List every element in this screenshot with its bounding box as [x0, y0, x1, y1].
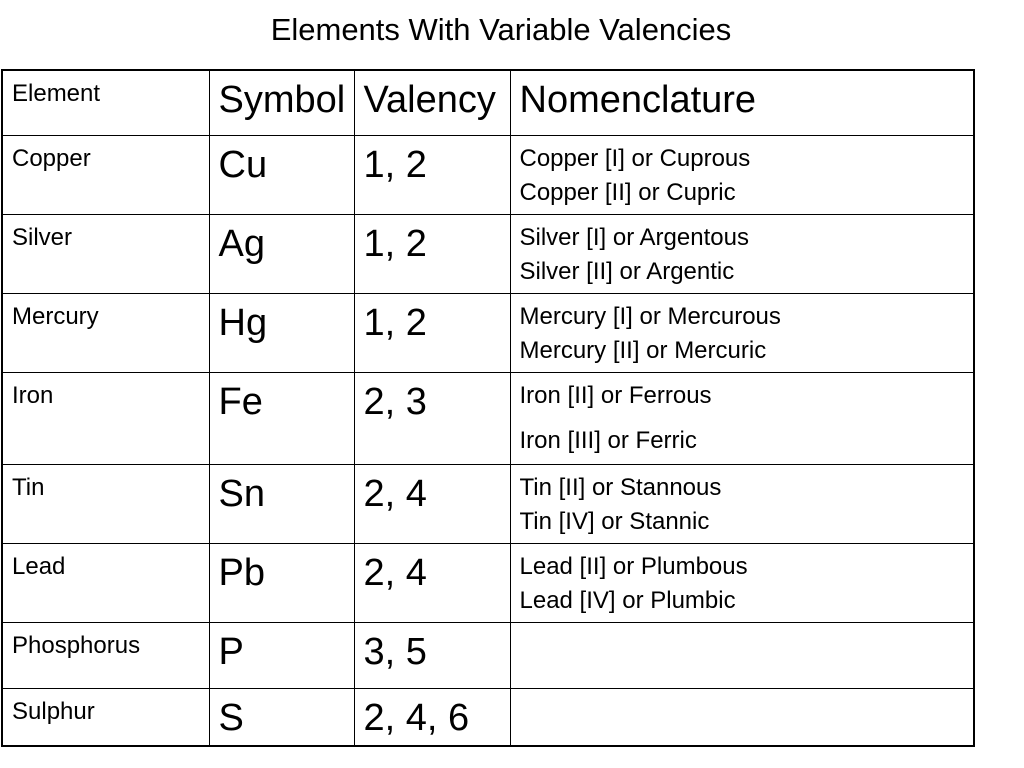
- header-cell-nomenclature: [510, 70, 974, 135]
- nomenclature-cell: [510, 464, 974, 543]
- nomenclature-line: Lead [IV] or Plumbic: [519, 586, 736, 614]
- header-cell-element: [2, 70, 209, 135]
- element-valency: 1, 2: [363, 143, 427, 186]
- element-cell: [2, 135, 209, 214]
- nomenclature-line: Mercury [II] or Mercuric: [519, 336, 767, 364]
- symbol-cell: [209, 372, 354, 464]
- element-symbol: Fe: [218, 380, 263, 423]
- element-name: Sulphur: [12, 697, 95, 725]
- nomenclature-cell: [510, 543, 974, 622]
- nomenclature-line: Lead [II] or Plumbous: [519, 552, 748, 580]
- nomenclature-line: Silver [II] or Argentic: [519, 257, 735, 285]
- table-row: [2, 688, 974, 746]
- element-symbol: Sn: [218, 472, 265, 515]
- element-name: Copper: [12, 144, 91, 172]
- table-row: [2, 543, 974, 622]
- element-name: Iron: [12, 381, 54, 409]
- element-cell: [2, 543, 209, 622]
- valency-cell: [354, 135, 510, 214]
- valency-cell: [354, 543, 510, 622]
- element-cell: [2, 372, 209, 464]
- header-element-label: Element: [12, 80, 101, 107]
- element-valency: 1, 2: [363, 301, 427, 344]
- element-symbol: Hg: [218, 301, 268, 344]
- element-cell: [2, 293, 209, 372]
- header-cell-valency: [354, 70, 510, 135]
- valency-table: [1, 69, 975, 747]
- table-row: [2, 135, 974, 214]
- element-symbol: P: [218, 630, 244, 673]
- table-header-row: [2, 70, 974, 135]
- element-symbol: Ag: [218, 222, 265, 265]
- symbol-cell: [209, 214, 354, 293]
- nomenclature-line: Tin [IV] or Stannic: [519, 507, 710, 535]
- element-cell: [2, 622, 209, 688]
- element-cell: [2, 214, 209, 293]
- symbol-cell: [209, 293, 354, 372]
- valency-cell: [354, 622, 510, 688]
- table-row: [2, 372, 974, 464]
- symbol-cell: [209, 543, 354, 622]
- element-name: Mercury: [12, 302, 99, 330]
- valency-cell: [354, 464, 510, 543]
- element-cell: [2, 688, 209, 746]
- valency-cell: [354, 688, 510, 746]
- nomenclature-line: Copper [I] or Cuprous: [519, 144, 751, 172]
- element-name: Phosphorus: [12, 631, 141, 659]
- element-name: Silver: [12, 223, 73, 251]
- nomenclature-cell: [510, 135, 974, 214]
- nomenclature-cell: [510, 688, 974, 746]
- element-valency: 2, 3: [363, 380, 427, 423]
- nomenclature-line: Iron [III] or Ferric: [519, 426, 697, 454]
- element-name: Tin: [12, 473, 45, 501]
- element-cell: [2, 464, 209, 543]
- nomenclature-line: Tin [II] or Stannous: [519, 473, 722, 501]
- valency-cell: [354, 214, 510, 293]
- symbol-cell: [209, 135, 354, 214]
- table-row: [2, 214, 974, 293]
- element-valency: 2, 4: [363, 472, 427, 515]
- element-valency: 2, 4, 6: [363, 696, 470, 739]
- header-cell-symbol: [209, 70, 354, 135]
- header-nomenclature-label: Nomenclature: [519, 79, 757, 121]
- nomenclature-line: Mercury [I] or Mercurous: [519, 302, 781, 330]
- symbol-cell: [209, 622, 354, 688]
- valency-cell: [354, 293, 510, 372]
- page-title: Elements With Variable Valencies: [270, 12, 732, 47]
- nomenclature-line: Iron [II] or Ferrous: [519, 381, 712, 409]
- symbol-cell: [209, 464, 354, 543]
- nomenclature-cell: [510, 372, 974, 464]
- table-row: [2, 293, 974, 372]
- nomenclature-cell: [510, 293, 974, 372]
- element-valency: 1, 2: [363, 222, 427, 265]
- nomenclature-cell: [510, 214, 974, 293]
- element-symbol: S: [218, 696, 244, 739]
- table-row: [2, 464, 974, 543]
- table-row: [2, 622, 974, 688]
- element-valency: 2, 4: [363, 551, 427, 594]
- element-symbol: Pb: [218, 551, 265, 594]
- header-valency-label: Valency: [363, 79, 496, 121]
- symbol-cell: [209, 688, 354, 746]
- nomenclature-line: Copper [II] or Cupric: [519, 178, 736, 206]
- header-symbol-label: Symbol: [218, 79, 346, 121]
- nomenclature-line: Silver [I] or Argentous: [519, 223, 749, 251]
- valency-cell: [354, 372, 510, 464]
- element-name: Lead: [12, 552, 66, 580]
- element-valency: 3, 5: [363, 630, 427, 673]
- nomenclature-cell: [510, 622, 974, 688]
- element-symbol: Cu: [218, 143, 268, 186]
